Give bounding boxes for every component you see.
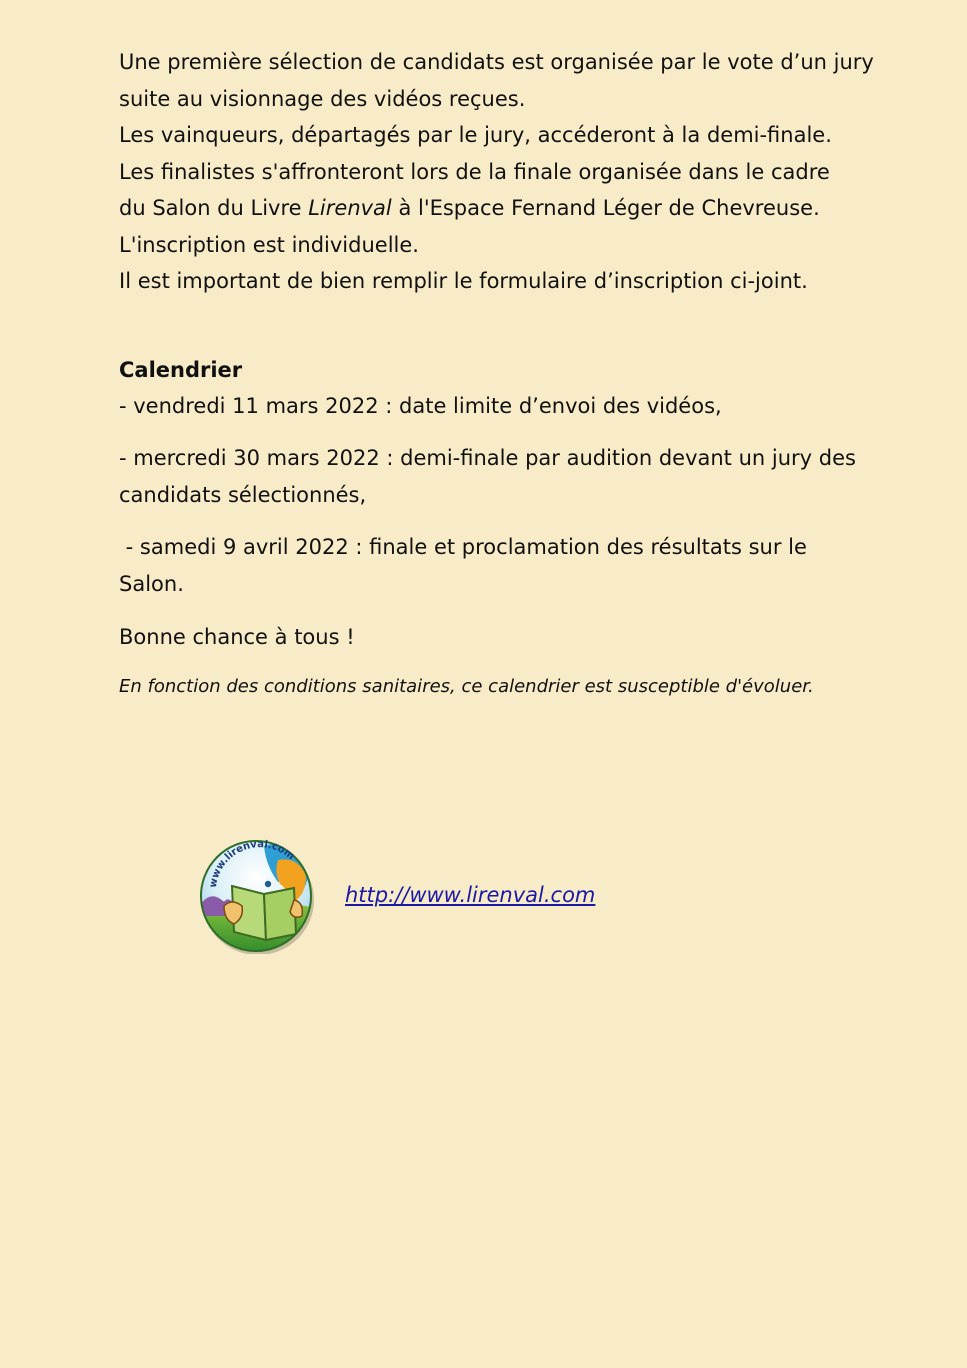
calendar-item-2-line-2: candidats sélectionnés,	[119, 482, 367, 507]
calendar-item-2-line-1: - mercredi 30 mars 2022 : demi-finale par audition devant un jury des	[119, 446, 856, 470]
calendar-item-3	[119, 529, 909, 602]
calendar-item-3-line-1: - samedi 9 avril 2022 : finale et proclamation des résultats sur le	[119, 535, 807, 559]
calendar-item-3-line-2: Salon.	[119, 571, 184, 596]
sanitary-note: En fonction des conditions sanitaires, ce calendrier est susceptible d'évoluer.	[119, 676, 814, 697]
intro-paragraph	[119, 44, 909, 300]
intro-line-7: Il est important de bien remplir le formulaire d’inscription ci-joint.	[119, 269, 808, 293]
calendar-item-2	[119, 440, 909, 513]
intro-line-1: Une première sélection de candidats est organisée par le vote d’un jury	[119, 50, 874, 74]
lirenval-italic: Lirenval	[308, 196, 392, 220]
lirenval-website-link[interactable]: http://www.lirenval.com	[345, 883, 596, 907]
intro-line-6: L'inscription est individuelle.	[119, 232, 419, 257]
calendar-item-1-text: - vendredi 11 mars 2022 : date limite d’envoi des vidéos,	[119, 394, 722, 418]
intro-line-2: suite au visionnage des vidéos reçues.	[119, 86, 526, 111]
lirenval-logo-icon	[194, 836, 318, 954]
intro-line-4: Les finalistes s'affronteront lors de la finale organisée dans le cadre	[119, 159, 830, 184]
calendar-heading: Calendrier	[119, 358, 243, 382]
intro-line-3: Les vainqueurs, départagés par le jury, accéderont à la demi-finale.	[119, 123, 832, 147]
good-luck-paragraph	[119, 619, 909, 656]
lirenval-logo	[194, 836, 318, 954]
intro-line-5	[119, 190, 909, 227]
calendar-item-1	[119, 388, 909, 425]
logo-arc-text: www.lirenval.com	[207, 839, 297, 889]
intro-line-5-end: à l'Espace Fernand Léger de Chevreuse.	[391, 196, 820, 220]
intro-line-5-start: du Salon du Livre	[119, 196, 309, 220]
good-luck-text: Bonne chance à tous !	[119, 625, 355, 649]
